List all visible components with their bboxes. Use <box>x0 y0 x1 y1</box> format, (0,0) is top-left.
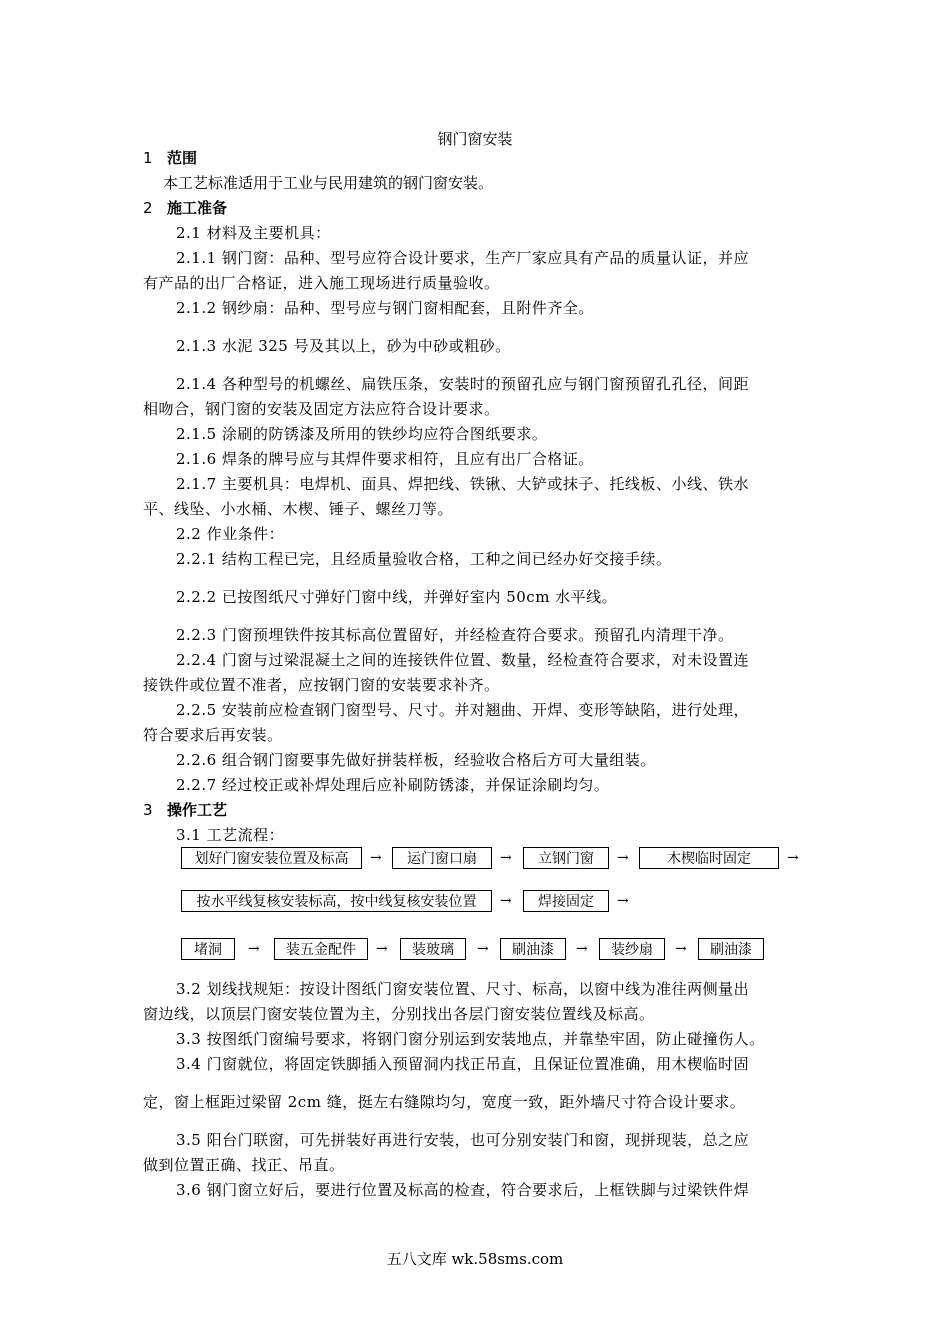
flow-step-paint: 刷油漆 <box>500 938 566 960</box>
flow-step-erect: 立钢门窗 <box>523 847 609 869</box>
para-2-1-2: 2.1.2 钢纱扇：品种、型号应与钢门窗相配套，且附件齐全。 <box>176 299 594 317</box>
para-3-6: 3.6 钢门窗立好后，要进行位置及标高的检查，符合要求后，上框铁脚与过梁铁件焊 <box>176 1181 750 1199</box>
para-2-1-4-b: 相吻合，钢门窗的安装及固定方法应符合设计要求。 <box>143 400 500 418</box>
footer-source: 五八文库 wk.58sms.com <box>386 1250 564 1268</box>
para-2-2-3: 2.2.3 门窗预埋铁件按其标高位置留好，并经检查符合要求。预留孔内清理干净。 <box>176 626 734 644</box>
para-3-1: 3.1 工艺流程： <box>176 826 285 844</box>
para-3-4-a: 3.4 门窗就位，将固定铁脚插入预留洞内找正吊直，且保证位置准确，用木楔临时固 <box>176 1055 750 1073</box>
section-2-heading: 2 施工准备 <box>143 199 228 217</box>
para-2-1-1-a: 2.1.1 钢门窗：品种、型号应符合设计要求，生产厂家应具有产品的质量认证，并应 <box>176 249 749 267</box>
section-1-heading: 1 范围 <box>143 149 198 167</box>
flow-arrow: → <box>477 941 489 957</box>
flow-step-hardware: 装五金配件 <box>274 938 368 960</box>
flow-step-temp-fix: 木楔临时固定 <box>639 847 779 869</box>
para-3-5-b: 做到位置正确、找正、吊直。 <box>143 1156 345 1174</box>
flow-arrow: → <box>675 941 687 957</box>
flow-step-weld: 焊接固定 <box>523 890 609 912</box>
para-3-4-b: 定，窗上框距过梁留 2cm 缝，挺左右缝隙均匀，宽度一致，距外墙尺寸符合设计要求。 <box>143 1093 746 1111</box>
para-2-1-1-b: 有产品的出厂合格证，进入施工现场进行质量验收。 <box>143 274 500 292</box>
flow-step-glass: 装玻璃 <box>400 938 466 960</box>
para-2-2-4-b: 接铁件或位置不准者，应按钢门窗的安装要求补齐。 <box>143 676 500 694</box>
para-2-2-5-b: 符合要求后再安装。 <box>143 726 283 744</box>
para-2-1-4-a: 2.1.4 各种型号的机螺丝、扁铁压条，安装时的预留孔应与钢门窗预留孔孔径，间距 <box>176 375 749 393</box>
flow-arrow: → <box>376 941 388 957</box>
para-3-2-b: 窗边线，以顶层门窗安装位置为主，分别找出各层门窗安装位置线及标高。 <box>143 1005 655 1023</box>
para-2-1-7-b: 平、线坠、小水桶、木楔、锤子、螺丝刀等。 <box>143 500 454 518</box>
flow-step-screen: 装纱扇 <box>599 938 665 960</box>
flow-arrow: → <box>576 941 588 957</box>
flow-arrow: → <box>617 850 629 866</box>
flow-arrow: → <box>500 893 512 909</box>
section-3-heading: 3 操作工艺 <box>143 801 228 819</box>
flow-step-recheck: 按水平线复核安装标高，按中线复核安装位置 <box>181 890 492 912</box>
flow-step-transport: 运门窗口扇 <box>392 847 492 869</box>
para-2-1-6: 2.1.6 焊条的牌号应与其焊件要求相符，且应有出厂合格证。 <box>176 450 594 468</box>
para-2-1: 2.1 材料及主要机具： <box>176 224 331 242</box>
para-2-2-4-a: 2.2.4 门窗与过梁混凝土之间的连接铁件位置、数量，经检查符合要求，对未设置连 <box>176 651 749 669</box>
flow-step-paint-final: 刷油漆 <box>698 938 764 960</box>
para-3-3: 3.3 按图纸门窗编号要求，将钢门窗分别运到安装地点，并靠垫牢固，防止碰撞伤人。 <box>176 1030 765 1048</box>
para-2-2-6: 2.2.6 组合钢门窗要事先做好拼装样板，经验收合格后方可大量组装。 <box>176 751 656 769</box>
para-2-1-5: 2.1.5 涂刷的防锈漆及所用的铁纱均应符合图纸要求。 <box>176 425 548 443</box>
para-3-5-a: 3.5 阳台门联窗，可先拼装好再进行安装，也可分别安装门和窗，现拼现装，总之应 <box>176 1131 750 1149</box>
para-2-2-5-a: 2.2.5 安装前应检查钢门窗型号、尺寸。并对翘曲、开焊、变形等缺陷，进行处理， <box>176 701 749 719</box>
para-2-2-2: 2.2.2 已按图纸尺寸弹好门窗中线，并弹好室内 50cm 水平线。 <box>176 588 618 606</box>
para-2-2-7: 2.2.7 经过校正或补焊处理后应补刷防锈漆，并保证涂刷均匀。 <box>176 776 610 794</box>
flow-arrow: → <box>617 893 629 909</box>
flow-arrow: → <box>500 850 512 866</box>
document-title: 钢门窗安装 <box>437 130 513 148</box>
para-2-2: 2.2 作业条件： <box>176 525 285 543</box>
para-3-2-a: 3.2 划线找规矩：按设计图纸门窗安装位置、尺寸、标高，以窗中线为准往两侧量出 <box>176 980 750 998</box>
flow-step-mark-position: 划好门窗安装位置及标高 <box>181 847 362 869</box>
para-2-1-7-a: 2.1.7 主要机具：电焊机、面具、焊把线、铁锹、大铲或抹子、托线板、小线、铁水 <box>176 475 749 493</box>
para-2-2-1: 2.2.1 结构工程已完，且经质量验收合格，工种之间已经办好交接手续。 <box>176 550 672 568</box>
flow-step-plug-holes: 堵洞 <box>181 938 235 960</box>
para-2-1-3: 2.1.3 水泥 325 号及其以上，砂为中砂或粗砂。 <box>176 337 511 355</box>
flow-arrow: → <box>248 941 260 957</box>
flow-arrow: → <box>370 850 382 866</box>
flow-arrow: → <box>787 850 799 866</box>
section-1-text: 本工艺标准适用于工业与民用建筑的钢门窗安装。 <box>163 174 494 192</box>
